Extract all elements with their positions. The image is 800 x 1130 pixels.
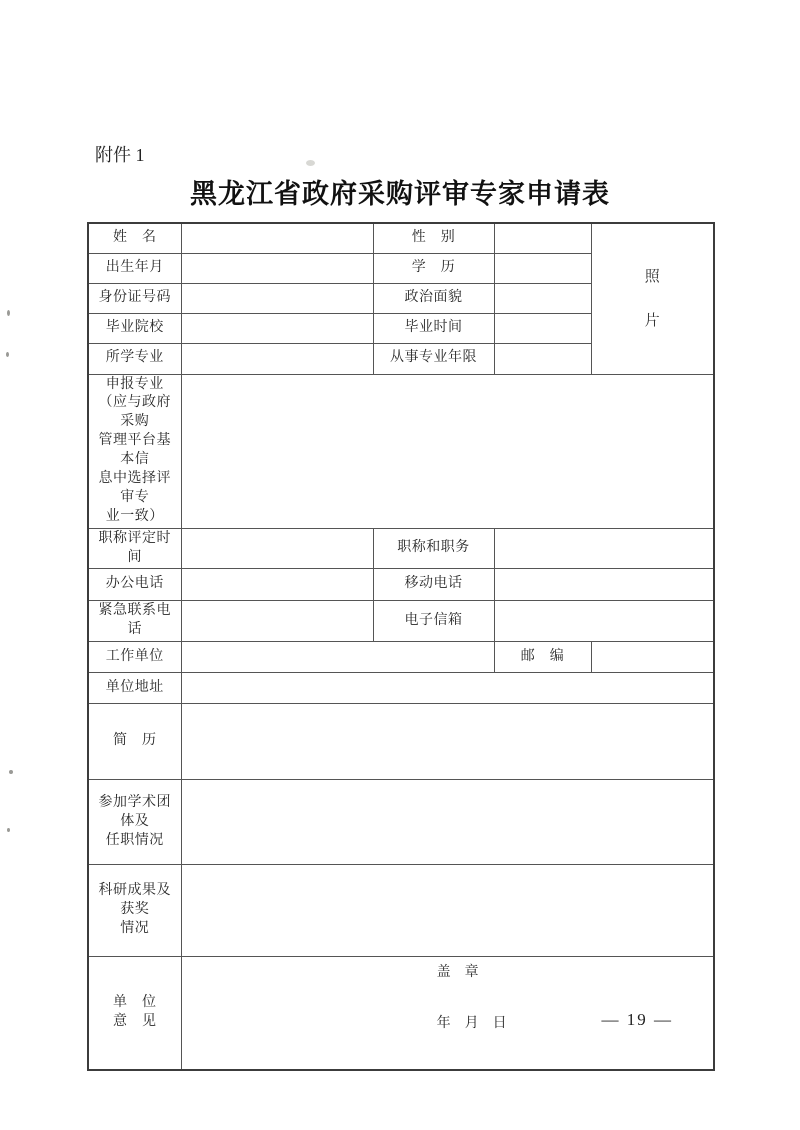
mobile-phone-value-cell bbox=[494, 569, 714, 601]
scan-smudge bbox=[306, 160, 315, 166]
political-status-label: 政治面貌 bbox=[373, 283, 494, 313]
stamp-label: 盖 章 bbox=[436, 964, 479, 980]
page-title: 黑龙江省政府采购评审专家申请表 bbox=[190, 179, 610, 209]
employer-address-label: 单位地址 bbox=[88, 673, 181, 704]
years-in-profession-value-cell bbox=[494, 343, 591, 374]
name-value-cell bbox=[181, 223, 373, 253]
emergency-phone-label: 紧急联系电话 bbox=[88, 601, 181, 642]
resume-label: 简 历 bbox=[88, 704, 181, 780]
application-form-table bbox=[87, 222, 715, 1071]
scan-speck bbox=[9, 770, 13, 774]
graduation-time-label: 毕业时间 bbox=[373, 313, 494, 343]
major-studied-label: 所学专业 bbox=[88, 343, 181, 374]
table-row bbox=[88, 865, 714, 957]
school-label: 毕业院校 bbox=[88, 313, 181, 343]
table-row bbox=[88, 601, 714, 642]
resume-value-cell bbox=[181, 704, 714, 780]
education-label: 学 历 bbox=[373, 253, 494, 283]
table-row bbox=[88, 223, 714, 253]
political-status-value-cell bbox=[494, 283, 591, 313]
gender-label: 性 别 bbox=[373, 223, 494, 253]
declared-major-value-cell bbox=[181, 374, 714, 528]
scan-speck bbox=[7, 310, 10, 316]
birth-date-value-cell bbox=[181, 253, 373, 283]
table-row bbox=[88, 642, 714, 673]
name-label: 姓 名 bbox=[88, 223, 181, 253]
email-label: 电子信箱 bbox=[373, 601, 494, 642]
scan-speck bbox=[7, 828, 10, 832]
declared-major-label: 申报专业 （应与政府采购 管理平台基本信 息中选择评审专 业一致） bbox=[88, 374, 181, 528]
table-row bbox=[88, 374, 714, 528]
research-achievements-label: 科研成果及获奖 情况 bbox=[88, 865, 181, 957]
scan-speck bbox=[6, 352, 9, 357]
id-number-label: 身份证号码 bbox=[88, 283, 181, 313]
academic-groups-value-cell bbox=[181, 780, 714, 865]
school-value-cell bbox=[181, 313, 373, 343]
employer-value-cell bbox=[181, 642, 494, 673]
photo-label-char-2: 片 bbox=[644, 312, 660, 329]
birth-date-label: 出生年月 bbox=[88, 253, 181, 283]
attachment-label: 附件 1 bbox=[95, 145, 145, 165]
gender-value-cell bbox=[494, 223, 591, 253]
academic-groups-label: 参加学术团体及 任职情况 bbox=[88, 780, 181, 865]
major-studied-value-cell bbox=[181, 343, 373, 374]
id-number-value-cell bbox=[181, 283, 373, 313]
date-label: 年 月 日 bbox=[436, 1015, 507, 1031]
title-position-label: 职称和职务 bbox=[373, 528, 494, 569]
employer-opinion-label: 单 位 意 见 bbox=[88, 957, 181, 1070]
stamp-and-date-block bbox=[437, 930, 507, 1066]
emergency-phone-value-cell bbox=[181, 601, 373, 642]
graduation-time-value-cell bbox=[494, 313, 591, 343]
photo-area bbox=[591, 223, 714, 374]
employer-label: 工作单位 bbox=[88, 642, 181, 673]
title-evaluation-time-label: 职称评定时间 bbox=[88, 528, 181, 569]
title-position-value-cell bbox=[494, 528, 714, 569]
email-value-cell bbox=[494, 601, 714, 642]
table-row bbox=[88, 704, 714, 780]
postal-code-label: 邮 编 bbox=[494, 642, 591, 673]
table-row bbox=[88, 528, 714, 569]
title-evaluation-time-value-cell bbox=[181, 528, 373, 569]
employer-address-value-cell bbox=[181, 673, 714, 704]
education-value-cell bbox=[494, 253, 591, 283]
years-in-profession-label: 从事专业年限 bbox=[373, 343, 494, 374]
table-row bbox=[88, 569, 714, 601]
page-number: — 19 — bbox=[601, 1010, 673, 1029]
office-phone-value-cell bbox=[181, 569, 373, 601]
postal-code-value-cell bbox=[591, 642, 714, 673]
mobile-phone-label: 移动电话 bbox=[373, 569, 494, 601]
office-phone-label: 办公电话 bbox=[88, 569, 181, 601]
photo-label-char-1: 照 bbox=[644, 268, 660, 285]
table-row bbox=[88, 780, 714, 865]
photo-placeholder bbox=[595, 267, 711, 332]
table-row bbox=[88, 673, 714, 704]
